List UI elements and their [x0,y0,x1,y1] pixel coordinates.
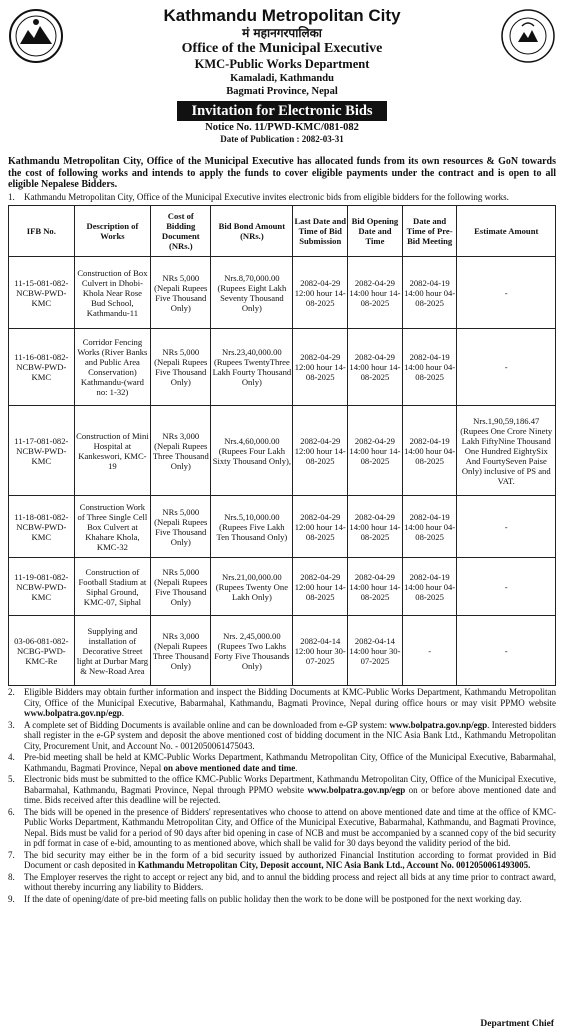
table-cell: Construction of Box Culvert in Dhobi-Khola Near Rose Bud School, Kathmandu-11 [74,257,151,329]
table-cell: Supplying and installation of Decorative Street light at Durbar Marg & New-Road Area [74,616,151,686]
note-number: 3. [8,719,15,730]
notes-list [8,687,556,904]
kmc-emblem-icon [8,8,64,64]
column-header: Bid Bond Amount (NRs.) [211,206,293,257]
table-cell: 2082-04-29 12:00 hour 14-08-2025 [293,257,348,329]
table-cell: NRs 5,000 (Nepali Rupees Five Thousand Only) [151,558,211,616]
table-row [9,329,556,406]
table-row [9,406,556,496]
column-header: Cost of Bidding Document (NRs.) [151,206,211,257]
table-cell: Construction of Football Stadium at Siphal Ground, KMC-07, Siphal [74,558,151,616]
table-cell: NRs 3,000 (Nepali Rupees Three Thousand Only) [151,616,211,686]
table-cell: 11-17-081-082-NCBW-PWD-KMC [9,406,75,496]
note-text: The bids will be opened in the presence of Bidders' representatives who choose to attend on above mentioned date and time at the office of KMC-Public Works Department, Kathmandu Metropolitan City, and Office of the Municipal Executive, Babarmahal, Kathmandu, and Bagmati Province, Nepal. Bids must be valid for a period of 90 days after bid opening in case of NCB and must be accompanied by a scanned copy of the bid security in pdf format in case of e-bid, amounting to as mentioned above, which shall be valid for 30 days beyond the validity period of the bid. [24,806,556,848]
column-header: Last Date and Time of Bid Submission [293,206,348,257]
seal-emblem-icon [500,8,556,64]
table-cell: - [457,496,556,558]
note-item [8,807,556,849]
paragraph-text: Kathmandu Metropolitan City, Office of the Municipal Executive invites electronic bids from eligible bidders for the following works. [24,191,509,202]
table-cell: 2082-04-19 14:00 hour 04-08-2025 [402,257,457,329]
note-item [8,687,556,719]
column-header: Bid Opening Date and Time [348,206,403,257]
table-cell: Construction Work of Three Single Cell Box Culvert at Khahare Khola, KMC-32 [74,496,151,558]
column-header: Date and Time of Pre-Bid Meeting [402,206,457,257]
note-item [8,894,556,905]
note-item [8,872,556,893]
table-cell: 2082-04-19 14:00 hour 04-08-2025 [402,406,457,496]
table-cell: 2082-04-29 14:00 hour 14-08-2025 [348,257,403,329]
table-cell: NRs 5,000 (Nepali Rupees Five Thousand Only) [151,257,211,329]
note-text: Eligible Bidders may obtain further information and inspect the Bidding Documents at KMC-Public Works Department, Kathmandu Metropolitan City, Office of the Municipal Executive, Babarmahal, Kathmandu, Bagmati Province, Nepal during office hours or may visit PPMO website www.bolpatra.gov.np/egp. [24,687,556,718]
table-cell: NRs 5,000 (Nepali Rupees Five Thousand Only) [151,329,211,406]
note-item [8,850,556,871]
note-item [8,720,556,752]
column-header: IFB No. [9,206,75,257]
table-cell: 2082-04-29 12:00 hour 14-08-2025 [293,558,348,616]
city-name-nepali: मं महानगरपालिका [242,26,322,40]
table-cell: Nrs. 2,45,000.00 (Rupees Two Lakhs Forty Five Thousands Only) [211,616,293,686]
note-number: 5. [8,774,15,784]
table-cell: Nrs.1,90,59,186.47 (Rupees One Crore Ninety Lakh FiftyNine Thousand One Hundred EightySix And FourtySeven Paise Only) inclusive of PS and VAT. [457,406,556,496]
office-name: Office of the Municipal Executive [181,41,383,56]
table-cell: - [402,616,457,686]
note-item [8,752,556,773]
table-cell: 2082-04-19 14:00 hour 04-08-2025 [402,329,457,406]
table-cell: 11-16-081-082-NCBW-PWD-KMC [9,329,75,406]
note-text: A complete set of Bidding Documents is available online and can be downloaded from e-GP system: www.bolpatra.gov.np/egp. Interested bidders shall register in the e-GP system and deposit the above mentioned cost of bidding document in the NIC Asia Bank Ltd., Kathmandu Metropolitan City, Procurement Unit, and Account No. - 0012050061475043. [24,719,556,751]
table-cell: - [457,616,556,686]
table-cell: 11-15-081-082-NCBW-PWD-KMC [9,257,75,329]
table-row [9,257,556,329]
note-number: 6. [8,806,15,817]
note-number: 2. [8,687,15,697]
table-cell: - [457,257,556,329]
note-text: If the date of opening/date of pre-bid meeting falls on public holiday then the work to be done will be postponed for the next working day. [24,893,522,904]
note-item [8,774,556,806]
table-cell: 2082-04-29 14:00 hour 14-08-2025 [348,558,403,616]
table-header-row [9,206,556,257]
paragraph-number: 1. [8,191,15,202]
signoff: Department Chief [480,1019,554,1029]
table-cell: Corridor Fencing Works (River Banks and Public Area Conservation) Kathmandu-(ward no: 1-32) [74,329,151,406]
note-text: The Employer reserves the right to accept or reject any bid, and to annul the bidding process and reject all bids at any time prior to contract award, without thereby incurring any liability to Bidders. [24,871,556,892]
table-cell: 2082-04-19 14:00 hour 04-08-2025 [402,496,457,558]
table-cell: Nrs.23,40,000.00 (Rupees TwentyThree Lakh Fourty Thousand Only) [211,329,293,406]
column-header: Estimate Amount [457,206,556,257]
header [8,6,556,154]
department-name: KMC-Public Works Department [194,57,370,71]
table-row [9,496,556,558]
table-cell: Construction of Mini Hospital at Kankeswori, KMC-19 [74,406,151,496]
table-cell: 2082-04-19 14:00 hour 04-08-2025 [402,558,457,616]
table-cell: Nrs.8,70,000.00 (Rupees Eight Lakh Seventy Thousand Only) [211,257,293,329]
table-cell: NRs 5,000 (Nepali Rupees Five Thousand Only) [151,496,211,558]
note-number: 9. [8,893,15,904]
table-cell: - [457,329,556,406]
table-cell: 2082-04-14 14:00 hour 30-07-2025 [348,616,403,686]
note-number: 4. [8,752,15,762]
table-row [9,616,556,686]
table-cell: 11-19-081-082-NCBW-PWD-KMC [9,558,75,616]
table-cell: 03-06-081-082-NCBG-PWD-KMC-Re [9,616,75,686]
note-text: The bid security may either be in the form of a bid security issued by authorized Financial Institution according to format provided in Bid Document or cash deposited in Kathmandu Metropolitan City, Deposit account, NIC Asia Bank Ltd., Account No. 0012050061493005. [24,849,556,870]
table-cell: NRs 3,000 (Nepali Rupees Three Thousand Only) [151,406,211,496]
column-header: Description of Works [74,206,151,257]
note-text: Electronic bids must be submitted to the office KMC-Public Works Department, Kathmandu Metropolitan City, Office of the Municipal Executive, Babarmahal, Kathmandu, Bagmati Province, Nepal through PPMO website www.bolpatra.gov.np/egp on or before above mentioned date and time. Bids received after this deadline will be rejected. [24,774,556,805]
address-line-1: Kamaladi, Kathmandu [230,73,334,84]
table-cell: 11-18-081-082-NCBW-PWD-KMC [9,496,75,558]
note-number: 8. [8,871,15,882]
table-cell: Nrs.21,00,000.00 (Rupees Twenty One Lakh Only) [211,558,293,616]
bids-table [8,205,556,686]
table-cell: Nrs.4,60,000.00 (Rupees Four Lakh Sixty Thousand Only), [211,406,293,496]
address-line-2: Bagmati Province, Nepal [226,86,338,97]
publication-date: Date of Publication : 2082-03-31 [220,134,344,144]
note-text: Pre-bid meeting shall be held at KMC-Public Works Department, Kathmandu Metropolitan City, Office of the Municipal Executive, Babarmahal, Kathmandu, Bagmati Province, Nepal on above mentioned date and time. [24,752,556,773]
table-cell: Nrs.5,10,000.00 (Rupees Five Lakh Ten Thousand Only) [211,496,293,558]
intro-paragraph: Kathmandu Metropolitan City, Office of the Municipal Executive has allocated funds from its own resources & GoN towards the cost of following works and intends to apply the funds to cover eligible payments under the contract and is open to all eligible Nepalese Bidders. [8,156,556,190]
table-row [9,558,556,616]
table-cell: 2082-04-29 14:00 hour 14-08-2025 [348,496,403,558]
table-cell: 2082-04-29 14:00 hour 14-08-2025 [348,329,403,406]
notice-number: Notice No. 11/PWD-KMC/081-082 [205,122,359,133]
city-name: Kathmandu Metropolitan City [163,6,401,25]
note-number: 7. [8,849,15,860]
table-cell: 2082-04-29 12:00 hour 14-08-2025 [293,329,348,406]
table-cell: 2082-04-29 12:00 hour 14-08-2025 [293,406,348,496]
table-cell: 2082-04-14 12:00 hour 30-07-2025 [293,616,348,686]
table-cell: 2082-04-29 12:00 hour 14-08-2025 [293,496,348,558]
paragraph-1 [8,192,556,203]
title-banner: Invitation for Electronic Bids [177,101,386,121]
table-cell: - [457,558,556,616]
table-cell: 2082-04-29 14:00 hour 14-08-2025 [348,406,403,496]
